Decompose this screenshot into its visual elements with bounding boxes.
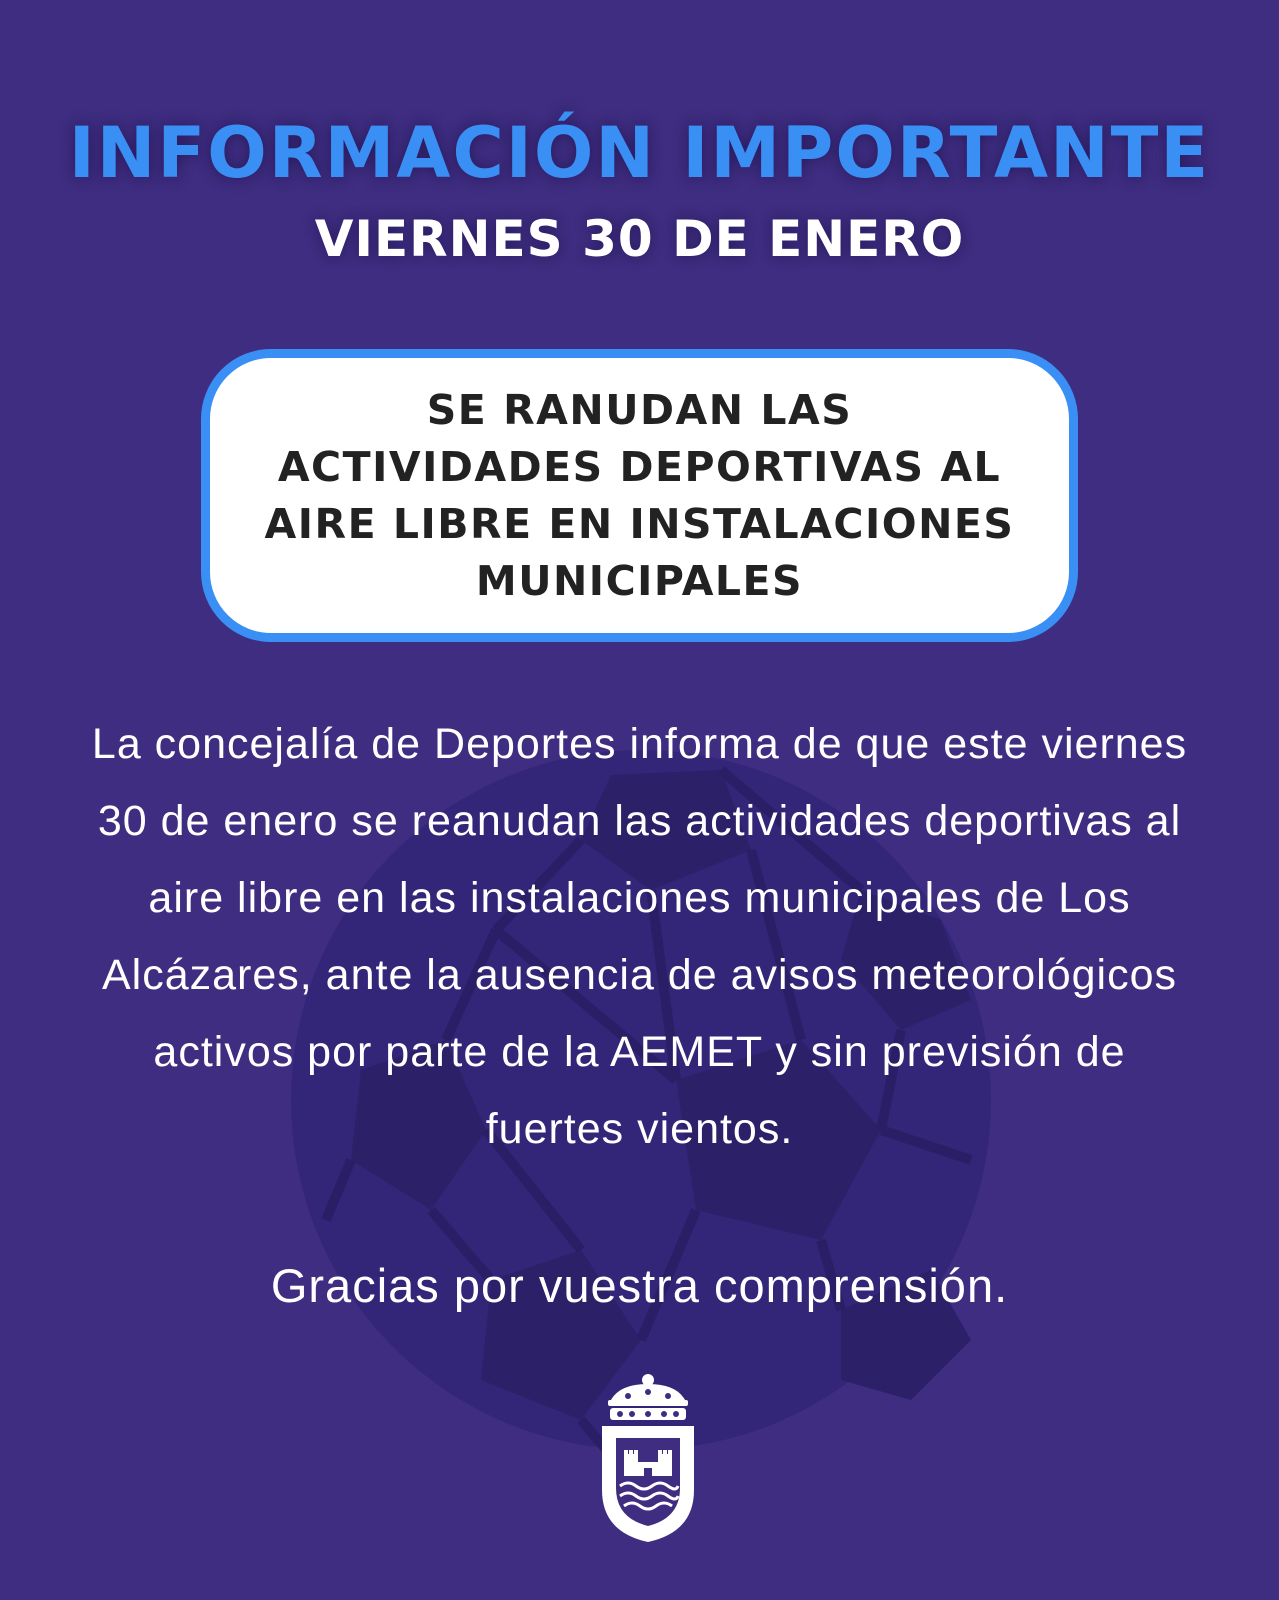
page-title: INFORMACIÓN IMPORTANTE: [68, 112, 1211, 194]
page-date: VIERNES 30 DE ENERO: [314, 210, 965, 268]
body-paragraph: La concejalía de Deportes informa de que este viernes 30 de enero se reanudan las actividades deportivas al aire libre en las instalaciones municipales de Los Alcázares, ante la ausencia de avisos meteorológicos activos por parte de la AEMET y sin previsión de fuertes vientos.: [91, 720, 1188, 1153]
notice-box: [201, 349, 1078, 642]
notice-text: SE RANUDAN LAS ACTIVIDADES DEPORTIVAS AL AIRE LIBRE EN INSTALACIONES MUNICIPALES: [264, 385, 1015, 605]
municipal-crest-icon: [598, 1370, 698, 1544]
thanks-text: Gracias por vuestra comprensión.: [270, 1259, 1009, 1312]
